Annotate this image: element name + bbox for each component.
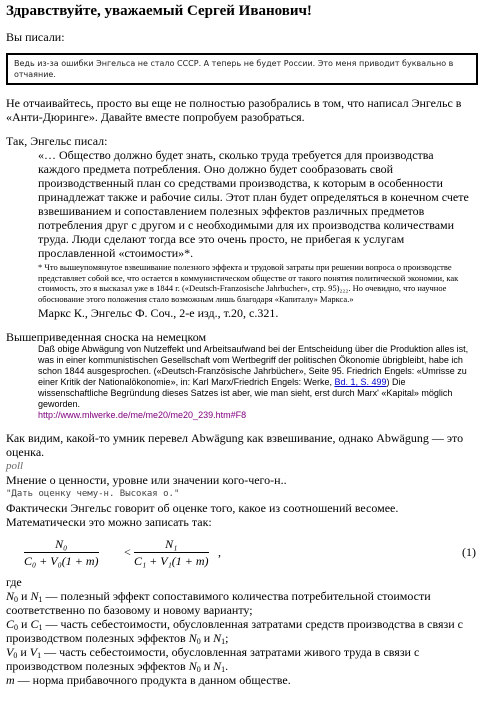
analysis-paragraph-3: Фактически Энгельс говорит об оценке того, какое из соотношений весомее.: [6, 501, 399, 515]
reply-intro: Не отчаивайтесь, просто вы еще не полностью разобрались в том, что написал Энгельс в «Анти-Дюринге». Давайте вместе попробуем разобраться.: [6, 96, 462, 124]
definition-c: $C_0$ и $C_1$ — часть себестоимости, обусловленная затратами средств производства в связи с производством полезных эффектов $N_0$ и $N_1$;: [6, 617, 463, 646]
german-intro: Вышеприведенная сноска на немецком: [6, 330, 207, 344]
german-text: Daß obige Abwägung von Nutzeffekt und Arbeitsaufwand bei der Entscheidung über die Produktion alles ist, was in einer kommunistischen Gesellschaft vom Wertbegriff der politischen Ökonomie übrigbleibt, habe ich schon 1844 ausgesprochen. («Deutsch-Französische Jahrbücher», Seite 95. Friedrich Engels: «Umrisse zu einer Kritik der Nationalökonomie», in: Karl Marx/Friedrich Engels: Werke,: [38, 344, 469, 387]
formula-right-fraction: [134, 537, 209, 568]
usage-example: "Дать оценку чему-н. Высокая о.": [6, 489, 180, 499]
poll-label: poll: [6, 460, 24, 472]
german-volume-link[interactable]: Bd. 1, S. 499: [334, 377, 387, 387]
analysis-paragraph-1: Как видим, какой-то умник перевел Abwägung как взвешивание, однако Abwägung — это оценка.: [6, 431, 464, 459]
citation: Маркс К., Энгельс Ф. Соч., 2-е изд., т.20, с.321.: [38, 306, 279, 320]
definition-n-text: — полезный эффект сопоставимого количества потребительной стоимости соответственно по базовому и новому варианту;: [6, 589, 431, 617]
where-label: где: [6, 575, 22, 589]
formula-left-fraction: [24, 537, 99, 568]
formula-comma: ,: [218, 545, 221, 559]
equation-number: (1): [462, 545, 476, 559]
greeting-heading: Здравствуйте, уважаемый Сергей Иванович!: [6, 3, 312, 19]
definition-v-text: — часть себестоимости, обусловленная затратами живого труда в связи с производством полезных эффектов: [6, 645, 420, 673]
german-footnote-block: [38, 344, 478, 421]
footnote: * Что вышеупомянутое взвешивание полезного эффекта и трудовой затраты при решении вопроса о производстве представляет собой все, что остается в коммунистическом обществе от такого понятия политической экономии, как стоимость, это я высказал уже в 1844 г. («Deutsch-Franzosische Jahrbucher», стр. 95)₂₂₂. Но очевидно, что научное обоснование этого положения стало возможным лишь благодаря «Капиталу» Маркса.»: [38, 262, 459, 304]
formula-1: [6, 533, 478, 573]
engels-quote-block: [38, 148, 478, 320]
formula-left-numerator: N₀: [24, 537, 99, 553]
you-wrote-label: Вы писали:: [6, 30, 65, 44]
german-source-link[interactable]: http://www.mlwerke.de/me/me20/me20_239.htm#F8: [38, 410, 247, 420]
german-text-2: ) Die wissenschaftliche Begründung dieses Satzes ist aber, wie man sieht, erst durch Marx' «Kapital» möglich geworden.: [38, 377, 453, 409]
definition-n: $N_0$ и $N_1$ — полезный эффект сопоставимого количества потребительной стоимости соответственно по базовому и новому варианту;: [6, 589, 431, 617]
formula-relation: <: [124, 545, 131, 559]
definition-c-text: — часть себестоимости, обусловленная затратами средств производства в связи с производством полезных эффектов: [6, 617, 463, 645]
quoted-message-box: Ведь из-за ошибки Энгельса не стало СССР. А теперь не будет России. Это меня приводит буквально в отчаяние.: [6, 53, 478, 85]
formula-right-denominator: C₁ + V₁(1 + m): [134, 554, 209, 568]
engels-quote: «… Общество должно будет знать, сколько труда требуется для производства каждого предмета потребления. Оно должно будет сообразовать свой производственный план со средствами производства, к которым в особенности принадлежат также и рабочие силы. Этот план будет определяться в конечном счете взвешиванием и сопоставлением полезных эффектов различных предметов потребления друг с другом и с необходимыми для их производства количествами труда. Люди сделают тогда все это очень просто, не прибегая к услугам прославленной «стоимости»*.: [38, 148, 469, 260]
definition-v: $V_0$ и $V_1$ — часть себестоимости, обусловленная затратами живого труда в связи с производством полезных эффектов $N_0$ и $N_1$.: [6, 645, 420, 674]
document: [6, 2, 478, 687]
definition-m: m — норма прибавочного продукта в данном обществе.: [6, 673, 291, 687]
definition-text: Мнение о ценности, уровне или значении кого-чего-н..: [6, 473, 287, 487]
analysis-paragraph-4: Математически это можно записать так:: [6, 515, 212, 529]
definition-m-text: — норма прибавочного продукта в данном обществе.: [17, 673, 291, 687]
engels-wrote-label: Так, Энгельс писал:: [6, 134, 108, 148]
formula-right-numerator: N₁: [134, 537, 209, 553]
formula-left-denominator: C₀ + V₀(1 + m): [24, 554, 99, 568]
